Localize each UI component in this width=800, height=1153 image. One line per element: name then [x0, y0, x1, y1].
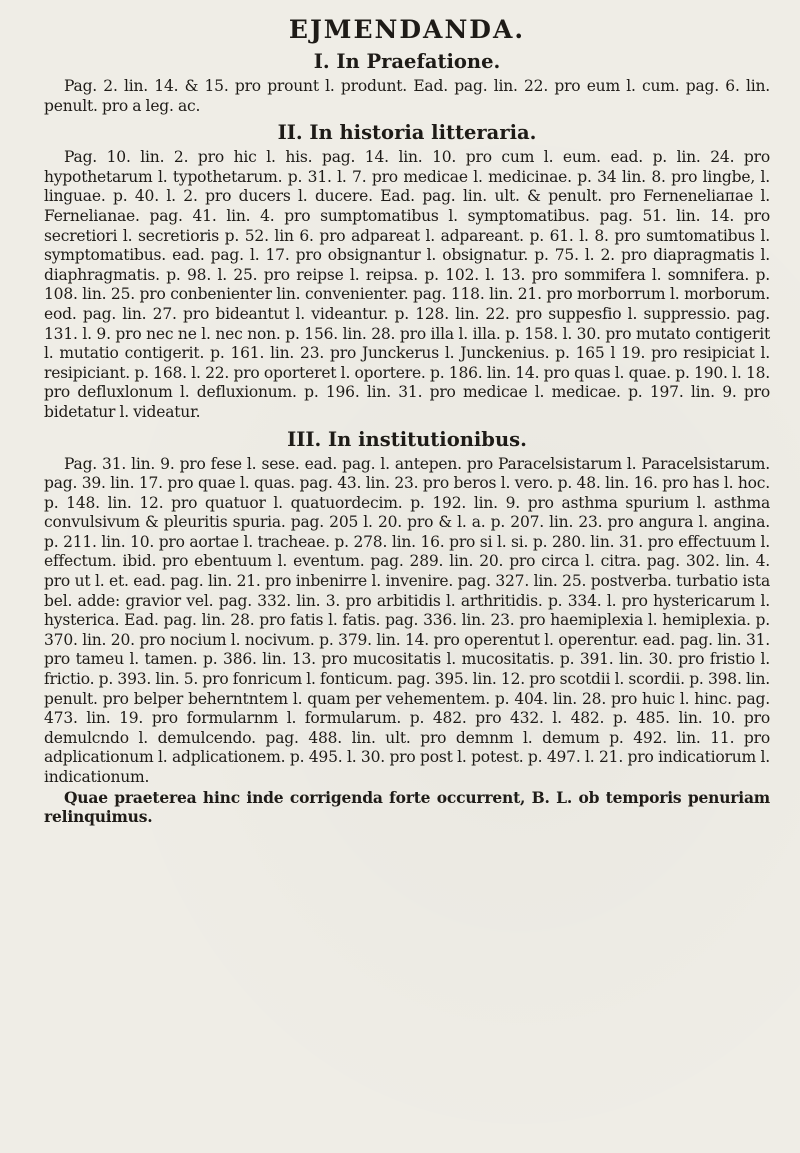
section-heading-praefatio: I. In Praefatione. [313, 50, 501, 73]
section-heading-institutiones: III. In institutionibus. [287, 427, 527, 451]
section-institutiones [44, 425, 770, 788]
section-text-praefatio: Pag. 2. lin. 14. & 15. pro prount l. produnt. Ead. pag. lin. 22. pro eum l. cum. pag. 6. lin. penult. pro a leg. ac. [44, 77, 770, 115]
section-text-historia: Pag. 10. lin. 2. pro hic l. his. pag. 14. lin. 10. pro cum l. eum. ead. p. lin. 24. pro hypothetarum l. typothetarum. p. 31. l. 7. pro medicae l. medicinae. p. 34 lin. 8. pro lingbe, l. linguae. p. 40. l. 2. pro ducers l. ducere. Ead. pag. lin. ult. & penult. pro Ferneneliaпae l. Fernelianae. pag. 41. lin. 4. pro sumptomatibus l. symptomatibus. pag. 51. lin. 14. pro secretiori l. secretioris p. 52. lin 6. pro adpareat l. adpareant. p. 61. l. 8. pro sumtomatibus l. symptomatibus. ead. pag. l. 17. pro obsignantur l. obsignatur. p. 75. l. 2. pro diapragmatis l. diaphragmatis. p. 98. l. 25. pro reipse l. reipsa. p. 102. l. 13. pro sommifera l. somnifera. p. 108. lin. 25. pro conbenienter lin. convenienter. pag. 118. lin. 21. pro morborrum l. morborum. eod. pag. lin. 27. pro bideantut l. videantur. p. 128. lin. 22. pro suppesfio l. suppressio. pag. 131. l. 9. pro nec ne l. nec non. p. 156. lin. 28. pro illa l. illa. p. 158. l. 30. pro mutato contigerit l. mutatio contigerit. p. 161. lin. 23. pro Junckerus l. Junckenius. p. 165 l 19. pro resipiciat l. resipiciant. p. 168. l. 22. pro oporteret l. oportere. p. 186. lin. 14. pro quas l. quae. p. 190. l. 18. pro defluxlonum l. defluxionum. p. 196. lin. 31. pro medicae l. medicae. p. 197. lin. 9. pro bidetatur l. videatur. [44, 148, 770, 421]
section-text-institutiones: Pag. 31. lin. 9. pro fese l. sese. ead. pag. l. antepen. pro Paracelsistarum l. Paracelsistarum. pag. 39. lin. 17. pro quae l. quas. pag. 43. lin. 23. pro beros l. vero. p. 48. lin. 16. pro has l. hoc. p. 148. lin. 12. pro quatuor l. quatuordecim. p. 192. lin. 9. pro asthma spurium l. asthma convulsivum & pleuritis spuria. pag. 205 l. 20. pro & l. a. p. 207. lin. 23. pro angura l. angina. p. 211. lin. 10. pro aortae l. tracheae. p. 278. lin. 16. pro si l. si. p. 280. lin. 31. pro effectuum l. effectum. ibid. pro ebentuum l. eventum. pag. 289. lin. 20. pro circa l. citra. pag. 302. lin. 4. pro ut l. et. ead. pag. lin. 21. pro inbenirre l. invenire. pag. 327. lin. 25. postverba. turbatio ista bel. adde: gravior vel. pag. 332. lin. 3. pro arbitidis l. arthritidis. p. 334. l. pro hystericarum l. hysterica. Ead. pag. lin. 28. pro fatis l. fatis. pag. 336. lin. 23. pro haemiplexia l. hemiplexia. p. 370. lin. 20. pro nocium l. nocivum. p. 379. lin. 14. pro operentut l. operentur. ead. pag. lin. 31. pro tameu l. tamen. p. 386. lin. 13. pro mucositatis l. mucositatis. p. 391. lin. 30. pro fristio l. frictio. p. 393. lin. 5. pro fonricum l. fonticum. pag. 395. lin. 12. pro scotdii l. scordii. p. 398. lin. penult. pro belper beherntntem l. quam per vehementem. p. 404. lin. 28. pro huic l. hinc. pag. 473. lin. 19. pro formularnm l. formularum. p. 482. pro 432. l. 482. p. 485. lin. 10. pro demulcndo l. demulcendo. pag. 488. lin. ult. pro demnm l. demum p. 492. lin. 11. pro adplicationum l. adplicationem. p. 495. l. 30. pro post l. potest. p. 497. l. 21. pro indicatiorum l. indicationum. [44, 454, 770, 786]
section-historia [44, 118, 770, 422]
closing-note: Quae praeterea hinc inde corrigenda forte occurrent, B. L. ob temporis penuriam relinquimus. [44, 787, 770, 827]
section-praefatio [44, 47, 770, 116]
page-title: EJMENDANDA. [288, 15, 526, 44]
section-heading-historia: II. In historia litteraria. [277, 121, 537, 145]
